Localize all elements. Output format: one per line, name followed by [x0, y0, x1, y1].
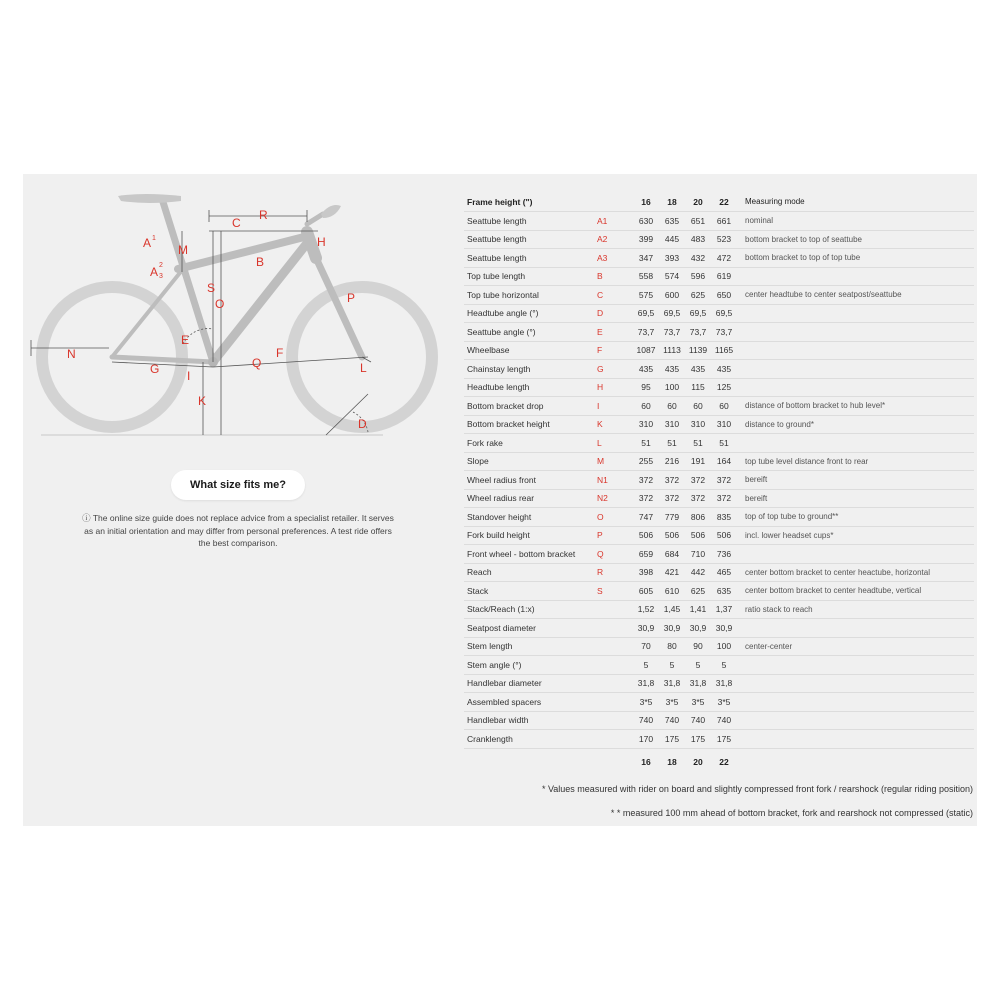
row-value: 610 [659, 582, 685, 601]
row-value: 619 [711, 267, 737, 286]
row-value: 347 [633, 249, 659, 268]
table-row [464, 212, 974, 231]
row-value: 740 [711, 711, 737, 730]
row-measuring-mode [737, 304, 974, 323]
header-size: 16 [633, 192, 659, 212]
header-size: 22 [711, 192, 737, 212]
table-row [464, 582, 974, 601]
row-value: 191 [685, 452, 711, 471]
header-frame-height: Frame height (") [464, 192, 597, 212]
row-code: O [597, 508, 633, 527]
row-code [597, 619, 633, 638]
row-value: 115 [685, 378, 711, 397]
label-D: D [358, 417, 367, 431]
row-label: Seattube length [464, 249, 597, 268]
row-value: 740 [633, 711, 659, 730]
row-code: F [597, 341, 633, 360]
row-value: 170 [633, 730, 659, 749]
row-value: 51 [633, 434, 659, 453]
row-label: Fork build height [464, 526, 597, 545]
row-value: 3*5 [659, 693, 685, 712]
geometry-table [464, 192, 974, 775]
row-measuring-mode: top tube level distance front to rear [737, 452, 974, 471]
row-value: 575 [633, 286, 659, 305]
label-H: H [317, 235, 326, 249]
row-value: 1,37 [711, 600, 737, 619]
row-value: 740 [659, 711, 685, 730]
table-row [464, 471, 974, 490]
table-row [464, 304, 974, 323]
table-row [464, 711, 974, 730]
label-B: B [256, 255, 265, 269]
row-value: 95 [633, 378, 659, 397]
table-row [464, 489, 974, 508]
row-value: 310 [659, 415, 685, 434]
row-value: 1,45 [659, 600, 685, 619]
row-value: 30,9 [659, 619, 685, 638]
row-code: P [597, 526, 633, 545]
label-F: F [276, 346, 284, 360]
row-value: 5 [659, 656, 685, 675]
row-value: 605 [633, 582, 659, 601]
header-size: 18 [659, 192, 685, 212]
row-value: 442 [685, 563, 711, 582]
footer-size: 20 [693, 756, 703, 767]
table-row [464, 674, 974, 693]
label-K: K [198, 394, 207, 408]
label-M: M [178, 243, 188, 257]
row-measuring-mode: top of top tube to ground** [737, 508, 974, 527]
row-value: 73,7 [685, 323, 711, 342]
row-code: H [597, 378, 633, 397]
row-label: Stack [464, 582, 597, 601]
row-value: 372 [633, 471, 659, 490]
row-label: Top tube horizontal [464, 286, 597, 305]
geometry-panel [23, 174, 977, 826]
row-value: 1139 [685, 341, 711, 360]
row-code [597, 656, 633, 675]
row-value: 661 [711, 212, 737, 231]
row-code: R [597, 563, 633, 582]
row-value: 125 [711, 378, 737, 397]
row-label: Wheelbase [464, 341, 597, 360]
footnote-static: * * measured 100 mm ahead of bottom bracket, fork and rearshock not compressed (static) [610, 808, 973, 818]
row-value: 164 [711, 452, 737, 471]
row-label: Seattube angle (°) [464, 323, 597, 342]
saddle-shape [118, 194, 181, 203]
row-code: S [597, 582, 633, 601]
row-code: A1 [597, 212, 633, 231]
row-value: 60 [711, 397, 737, 416]
row-value: 596 [685, 267, 711, 286]
row-value: 445 [659, 230, 685, 249]
row-label: Slope [464, 452, 597, 471]
label-I: I [187, 369, 191, 383]
row-value: 310 [711, 415, 737, 434]
row-value: 3*5 [633, 693, 659, 712]
row-value: 73,7 [659, 323, 685, 342]
row-value: 255 [633, 452, 659, 471]
row-measuring-mode: distance to ground* [737, 415, 974, 434]
row-label: Wheel radius rear [464, 489, 597, 508]
row-value: 31,8 [633, 674, 659, 693]
row-measuring-mode [737, 656, 974, 675]
handlebar-shape [321, 205, 341, 218]
row-value: 310 [685, 415, 711, 434]
row-label: Standover height [464, 508, 597, 527]
row-code: G [597, 360, 633, 379]
row-value: 779 [659, 508, 685, 527]
row-code: N1 [597, 471, 633, 490]
row-value: 3*5 [685, 693, 711, 712]
row-label: Fork rake [464, 434, 597, 453]
row-label: Front wheel - bottom bracket [464, 545, 597, 564]
row-measuring-mode: incl. lower headset cups* [737, 526, 974, 545]
row-measuring-mode [737, 434, 974, 453]
row-value: 558 [633, 267, 659, 286]
row-value: 747 [633, 508, 659, 527]
row-measuring-mode: nominal [737, 212, 974, 231]
table-row [464, 378, 974, 397]
row-value: 372 [633, 489, 659, 508]
header-code-spacer [597, 192, 633, 212]
row-value: 421 [659, 563, 685, 582]
row-value: 1113 [659, 341, 685, 360]
row-value: 30,9 [685, 619, 711, 638]
row-measuring-mode: bottom bracket to top of top tube [737, 249, 974, 268]
row-value: 69,5 [711, 304, 737, 323]
row-label: Assembled spacers [464, 693, 597, 712]
row-value: 432 [685, 249, 711, 268]
row-value: 69,5 [633, 304, 659, 323]
row-value: 70 [633, 637, 659, 656]
row-code: N2 [597, 489, 633, 508]
table-row [464, 360, 974, 379]
row-value: 506 [711, 526, 737, 545]
label-N: N [67, 347, 76, 361]
row-measuring-mode: bereift [737, 489, 974, 508]
row-value: 506 [685, 526, 711, 545]
label-Q: Q [252, 356, 262, 370]
row-code: B [597, 267, 633, 286]
row-value: 80 [659, 637, 685, 656]
row-measuring-mode [737, 730, 974, 749]
row-label: Headtube length [464, 378, 597, 397]
row-value: 684 [659, 545, 685, 564]
table-row [464, 545, 974, 564]
row-measuring-mode [737, 378, 974, 397]
row-measuring-mode: center bottom bracket to center headtube, vertical [737, 582, 974, 601]
table-row [464, 415, 974, 434]
row-value: 175 [685, 730, 711, 749]
row-value: 1,41 [685, 600, 711, 619]
row-value: 310 [633, 415, 659, 434]
row-value: 60 [659, 397, 685, 416]
label-A3: A [150, 265, 159, 279]
row-value: 100 [659, 378, 685, 397]
footer-spacer [464, 748, 597, 775]
table-row [464, 397, 974, 416]
row-code: I [597, 397, 633, 416]
row-value: 175 [711, 730, 737, 749]
row-value: 372 [659, 471, 685, 490]
row-value: 399 [633, 230, 659, 249]
row-code: M [597, 452, 633, 471]
row-value: 1087 [633, 341, 659, 360]
header-measuring-mode: Measuring mode [737, 192, 974, 212]
footer-size: 18 [667, 756, 677, 767]
row-code [597, 637, 633, 656]
row-label: Reach [464, 563, 597, 582]
row-value: 1,52 [633, 600, 659, 619]
row-code [597, 711, 633, 730]
row-value: 3*5 [711, 693, 737, 712]
row-measuring-mode: bereift [737, 471, 974, 490]
row-code: C [597, 286, 633, 305]
row-label: Chainstay length [464, 360, 597, 379]
row-measuring-mode [737, 545, 974, 564]
row-measuring-mode: ratio stack to reach [737, 600, 974, 619]
row-code: D [597, 304, 633, 323]
row-label: Stem length [464, 637, 597, 656]
row-value: 506 [659, 526, 685, 545]
label-A3-sub: 3 [159, 273, 163, 280]
row-label: Stem angle (°) [464, 656, 597, 675]
row-code: A3 [597, 249, 633, 268]
table-row [464, 600, 974, 619]
label-A3-sup: 2 [159, 262, 163, 269]
row-value: 806 [685, 508, 711, 527]
label-C: C [232, 216, 241, 230]
row-code: Q [597, 545, 633, 564]
row-value: 1165 [711, 341, 737, 360]
footer-size: 22 [719, 756, 729, 767]
header-size: 20 [685, 192, 711, 212]
row-value: 630 [633, 212, 659, 231]
row-label: Bottom bracket drop [464, 397, 597, 416]
row-value: 60 [685, 397, 711, 416]
row-code [597, 600, 633, 619]
row-value: 51 [711, 434, 737, 453]
table-row [464, 267, 974, 286]
row-measuring-mode [737, 674, 974, 693]
row-value: 31,8 [659, 674, 685, 693]
row-value: 710 [685, 545, 711, 564]
what-size-fits-me-button[interactable]: What size fits me? [171, 470, 305, 500]
row-value: 51 [659, 434, 685, 453]
table-row [464, 452, 974, 471]
table-row [464, 730, 974, 749]
table-row [464, 230, 974, 249]
row-value: 372 [685, 489, 711, 508]
row-value: 523 [711, 230, 737, 249]
table-row [464, 563, 974, 582]
row-label: Bottom bracket height [464, 415, 597, 434]
row-label: Stack/Reach (1:x) [464, 600, 597, 619]
row-value: 465 [711, 563, 737, 582]
size-guide-disclaimer: ⓘ The online size guide does not replace advice from a specialist retailer. It serves as an initial orientation and may differ from personal preferences. A test ride offers the best comparison. [82, 513, 394, 548]
row-value: 30,9 [633, 619, 659, 638]
row-value: 659 [633, 545, 659, 564]
row-value: 435 [633, 360, 659, 379]
row-code: A2 [597, 230, 633, 249]
label-G: G [150, 362, 160, 376]
table-footer-row [464, 748, 974, 775]
row-value: 60 [633, 397, 659, 416]
row-label: Handlebar diameter [464, 674, 597, 693]
row-value: 650 [711, 286, 737, 305]
label-P: P [347, 291, 356, 305]
row-value: 90 [685, 637, 711, 656]
row-code: K [597, 415, 633, 434]
row-value: 100 [711, 637, 737, 656]
row-measuring-mode [737, 711, 974, 730]
label-E: E [181, 333, 190, 347]
row-label: Seattube length [464, 230, 597, 249]
row-label: Wheel radius front [464, 471, 597, 490]
row-value: 472 [711, 249, 737, 268]
table-row [464, 656, 974, 675]
table-row [464, 693, 974, 712]
table-row [464, 526, 974, 545]
row-value: 69,5 [659, 304, 685, 323]
table-row [464, 619, 974, 638]
label-O: O [215, 297, 225, 311]
row-value: 175 [659, 730, 685, 749]
row-value: 372 [711, 471, 737, 490]
row-value: 69,5 [685, 304, 711, 323]
row-value: 372 [685, 471, 711, 490]
row-value: 73,7 [711, 323, 737, 342]
row-value: 483 [685, 230, 711, 249]
footnote-riding-position: * Values measured with rider on board and slightly compressed front fork / rearshock (regular riding position) [541, 784, 973, 794]
row-measuring-mode [737, 360, 974, 379]
row-code [597, 730, 633, 749]
row-measuring-mode [737, 341, 974, 360]
row-value: 5 [685, 656, 711, 675]
label-R: R [259, 208, 268, 222]
row-code: L [597, 434, 633, 453]
row-label: Handlebar width [464, 711, 597, 730]
row-value: 5 [711, 656, 737, 675]
row-value: 736 [711, 545, 737, 564]
row-measuring-mode: center headtube to center seatpost/seattube [737, 286, 974, 305]
table-row [464, 249, 974, 268]
row-value: 393 [659, 249, 685, 268]
table-row [464, 434, 974, 453]
table-row [464, 323, 974, 342]
row-value: 31,8 [711, 674, 737, 693]
row-measuring-mode [737, 267, 974, 286]
row-value: 73,7 [633, 323, 659, 342]
row-measuring-mode [737, 619, 974, 638]
row-label: Seatpost diameter [464, 619, 597, 638]
row-value: 216 [659, 452, 685, 471]
row-code [597, 693, 633, 712]
bike-geometry-diagram [23, 174, 453, 454]
row-value: 435 [685, 360, 711, 379]
label-S: S [207, 281, 216, 295]
footer-size: 16 [641, 756, 651, 767]
row-value: 625 [685, 582, 711, 601]
row-code [597, 674, 633, 693]
table-header-row [464, 192, 974, 212]
row-value: 635 [659, 212, 685, 231]
table-row [464, 341, 974, 360]
footer-code-spacer [597, 748, 633, 775]
row-value: 835 [711, 508, 737, 527]
row-label: Seattube length [464, 212, 597, 231]
row-measuring-mode: center-center [737, 637, 974, 656]
footer-note-spacer [737, 748, 974, 775]
row-measuring-mode [737, 323, 974, 342]
row-value: 30,9 [711, 619, 737, 638]
row-measuring-mode: bottom bracket to top of seattube [737, 230, 974, 249]
label-L: L [360, 361, 367, 375]
row-value: 651 [685, 212, 711, 231]
table-row [464, 286, 974, 305]
row-measuring-mode: center bottom bracket to center heactube, horizontal [737, 563, 974, 582]
row-value: 635 [711, 582, 737, 601]
row-value: 51 [685, 434, 711, 453]
row-value: 372 [659, 489, 685, 508]
row-value: 5 [633, 656, 659, 675]
row-value: 574 [659, 267, 685, 286]
row-label: Cranklength [464, 730, 597, 749]
row-code: E [597, 323, 633, 342]
label-A1: A [143, 236, 152, 250]
row-value: 600 [659, 286, 685, 305]
row-measuring-mode [737, 693, 974, 712]
label-A1-sup: 1 [152, 235, 156, 242]
row-value: 740 [685, 711, 711, 730]
row-label: Headtube angle (°) [464, 304, 597, 323]
table-row [464, 508, 974, 527]
row-value: 372 [711, 489, 737, 508]
row-value: 398 [633, 563, 659, 582]
row-measuring-mode: distance of bottom bracket to hub level* [737, 397, 974, 416]
row-value: 31,8 [685, 674, 711, 693]
row-value: 435 [659, 360, 685, 379]
row-value: 435 [711, 360, 737, 379]
row-value: 506 [633, 526, 659, 545]
table-row [464, 637, 974, 656]
row-value: 625 [685, 286, 711, 305]
row-label: Top tube length [464, 267, 597, 286]
